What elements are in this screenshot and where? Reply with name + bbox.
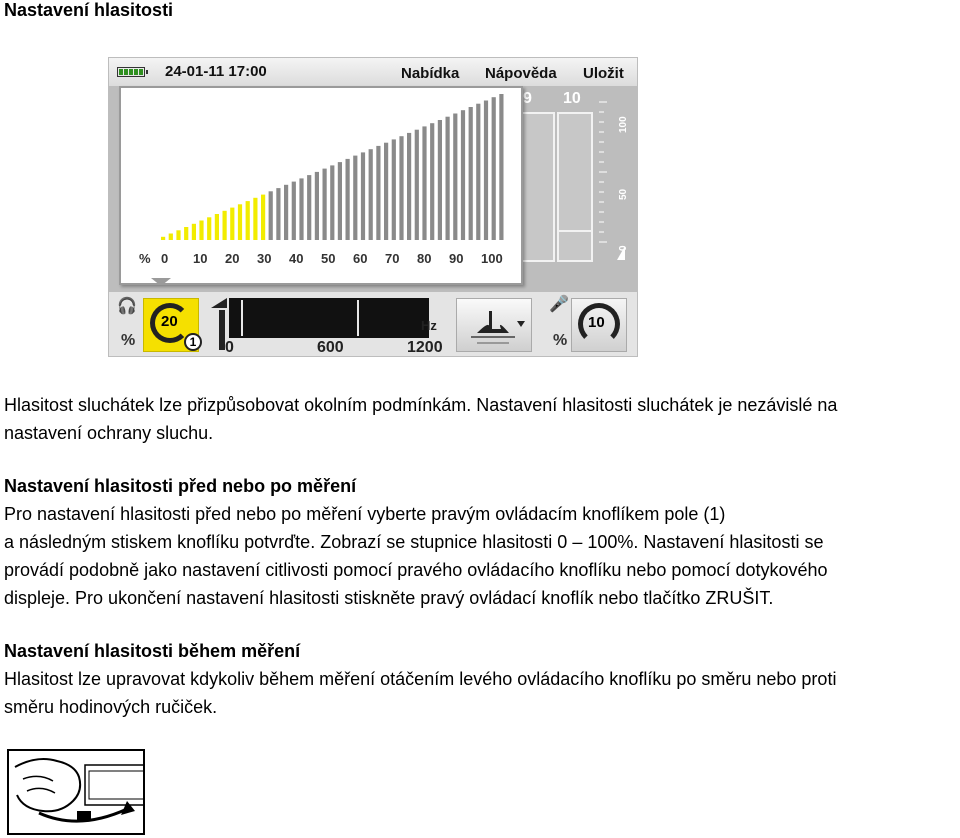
para3-line1: Hlasitost lze upravovat kdykoliv během měření otáčením levého ovládacího knoflíku po směru nebo proti: [4, 669, 837, 689]
volume-bar: [223, 211, 227, 240]
volume-bar: [230, 208, 234, 240]
headphone-volume-value: 20: [161, 313, 178, 330]
knob-rotation-illustration: [7, 749, 145, 835]
hand-turning-knob-icon: [9, 751, 143, 833]
volume-bar: [369, 149, 373, 240]
para1-line2: nastavení ochrany sluchu.: [4, 423, 214, 443]
frequency-bar[interactable]: [229, 298, 429, 338]
headphone-volume-knob[interactable]: [143, 298, 199, 352]
volume-tick-label: 0: [161, 251, 169, 266]
volume-bar: [415, 130, 419, 240]
para2-line1: Pro nastavení hlasitosti před nebo po měření vyberte pravým ovládacím knoflíkem pole (1): [4, 504, 726, 524]
right-level-bar-right: [557, 112, 593, 262]
volume-bar: [399, 136, 403, 240]
volume-bar: [438, 120, 442, 240]
volume-bar-chart[interactable]: [121, 88, 521, 283]
volume-tick-label: 60: [353, 251, 368, 266]
volume-bar: [276, 188, 280, 240]
volume-bar: [292, 182, 296, 240]
device-topbar: [109, 58, 637, 86]
volume-unit-label: %: [139, 251, 151, 266]
freq-unit-label: Hz: [421, 318, 437, 333]
para2-line3: provádí podobně jako nastavení citlivosti pomocí pravého ovládacího knoflíku nebo pomocí dotykového: [4, 560, 828, 580]
mic-sensitivity-value: 10: [588, 314, 605, 331]
para1-line1: Hlasitost sluchátek lze přizpůsobovat okolním podmínkám. Nastavení hlasitosti sluchátek je nezávislé na: [4, 395, 838, 415]
selected-value-marker: [151, 278, 171, 283]
volume-bar: [446, 117, 450, 240]
volume-bar: [492, 97, 496, 240]
volume-bar: [430, 123, 434, 240]
volume-bar: [161, 237, 165, 240]
scale-label-100: 100: [618, 116, 629, 133]
volume-bar: [199, 221, 203, 241]
volume-bar: [476, 104, 480, 240]
filter-dropdown-button[interactable]: [456, 298, 532, 352]
volume-bar: [353, 156, 357, 240]
scale-label-0: 0: [618, 245, 629, 251]
mic-sensitivity-knob[interactable]: [571, 298, 627, 352]
volume-bar: [246, 201, 250, 240]
volume-bar: [461, 110, 465, 240]
chevron-down-icon: [517, 321, 525, 327]
volume-bar: [315, 172, 319, 240]
page-title: Nastavení hlasitosti: [4, 0, 174, 20]
device-screen: [108, 57, 638, 357]
volume-tick-label: 70: [385, 251, 400, 266]
section2-title: Nastavení hlasitosti během měření: [4, 641, 301, 661]
volume-bar: [376, 146, 380, 240]
freq-min-label: 0: [225, 339, 234, 356]
volume-bar: [176, 230, 180, 240]
volume-bar: [484, 101, 488, 241]
volume-bar: [346, 159, 350, 240]
volume-bar: [453, 114, 457, 241]
menu-napoveda[interactable]: Nápověda: [485, 65, 557, 82]
para2-line4: displeje. Pro ukončení nastavení hlasitosti stiskněte pravý ovládací knoflík nebo tlačítko ZRUŠIT.: [4, 588, 774, 608]
para2-line2: a následným stiskem knoflíku potvrďte. Zobrazí se stupnice hlasitosti 0 – 100%. Nastavení hlasitosti se: [4, 532, 824, 552]
volume-bar: [422, 126, 426, 240]
volume-tick-label: 20: [225, 251, 240, 266]
para3-line2: směru hodinových ručiček.: [4, 697, 218, 717]
volume-bar: [269, 191, 273, 240]
volume-bar: [184, 227, 188, 240]
volume-tick-label: 10: [193, 251, 208, 266]
freq-mid-label: 600: [317, 339, 344, 356]
field-badge: 1: [184, 333, 202, 351]
scale-label-50: 50: [618, 188, 629, 200]
volume-bar: [361, 152, 365, 240]
volume-bar: [307, 175, 311, 240]
right-panel-right-value: 10: [563, 90, 581, 107]
volume-tick-label: 100: [481, 251, 503, 266]
volume-bar: [330, 165, 334, 240]
volume-tick-label: 50: [321, 251, 336, 266]
filter-probe-icon: [457, 299, 531, 351]
menu-nabidka[interactable]: Nabídka: [401, 65, 460, 82]
volume-bar: [384, 143, 388, 240]
headphone-icon: 🎧: [117, 298, 137, 315]
device-datetime: 24-01-11 17:00: [165, 63, 267, 80]
device-bottombar: [109, 292, 637, 357]
volume-bar: [469, 107, 473, 240]
volume-tick-label: 90: [449, 251, 464, 266]
volume-tick-label: 80: [417, 251, 432, 266]
section1-title: Nastavení hlasitosti před nebo po měření: [4, 476, 357, 496]
volume-bar: [207, 217, 211, 240]
battery-icon: [117, 67, 145, 77]
volume-bar: [338, 162, 342, 240]
mic-unit-label: %: [553, 332, 568, 349]
volume-bar: [407, 133, 411, 240]
microphone-icon: 🎤: [549, 296, 569, 313]
volume-tick-label: 40: [289, 251, 304, 266]
volume-bar: [253, 198, 257, 240]
volume-bar: [284, 185, 288, 240]
volume-bar: [192, 224, 196, 240]
volume-bar: [238, 204, 242, 240]
headphone-unit-label: %: [121, 332, 136, 349]
freq-max-label: 1200: [407, 339, 443, 356]
volume-bar: [299, 178, 303, 240]
volume-bar: [323, 169, 327, 240]
volume-bar: [215, 214, 219, 240]
volume-popup[interactable]: [119, 86, 523, 285]
volume-bar: [261, 195, 265, 240]
volume-bar: [169, 234, 173, 241]
volume-tick-label: 30: [257, 251, 272, 266]
menu-ulozit[interactable]: Uložit: [583, 65, 624, 82]
volume-bar: [392, 139, 396, 240]
right-panel-left-value: 9: [523, 90, 532, 107]
right-level-bar-left: [519, 112, 555, 262]
volume-bar: [499, 94, 503, 240]
